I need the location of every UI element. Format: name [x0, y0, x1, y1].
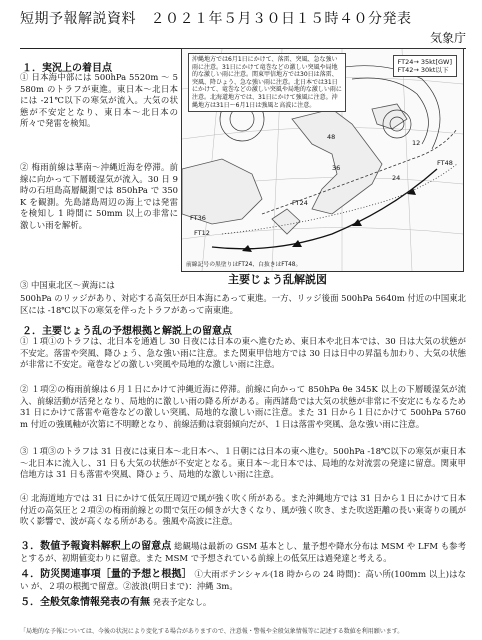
section-4: [20, 569, 466, 592]
map-label-ft36: FT36: [190, 214, 206, 222]
section-5-text: 発表予定なし。: [152, 597, 212, 607]
section-2-item-2: ② １項②の梅雨前線は６月１日にかけて沖縄近海に停滞。前線に向かって 850hPa θe 345K 以上の下層暖湿気が流入、前線活動が活発となり、局地的に激しい雨の降る所がある。南西諸島では大気の状態が非常に不安定にもなるため 31 日にかけて落雷や竜巻などの激しい突風、局地的な激しい雨に注意。また 31 日から１日にかけて 500hPa 5760m 付近の強風軸が次第に不明瞭となり、前線活動は衰弱傾向だが、１日は落雷や突風、急な強い雨に注意。: [20, 384, 466, 429]
map-label-48: 48: [327, 133, 336, 141]
map-label-ft24: FT24: [292, 199, 308, 207]
section-1-item-2: ② 梅雨前線は華南～沖縄近海を停滞。前線に向かって下層暖湿気が流入。30 日 9 時の石垣島高層観測では 850hPa で 350K を観測。先島諸島周辺の海上では発雷を検知し 1 時間に 50mm 以上の非常に激しい雨を解析。: [20, 162, 178, 230]
section-2-item-4: ④ 北海道地方では 31 日にかけて低気圧周辺で風が強く吹く所がある。また沖縄地方では 31 日から１日にかけて日本付近の高気圧と２項②の梅雨前線との間で気圧の傾きが大きくなり、風が強く吹き、また吹送距離の長い東寄りの風が吹く影響で、波が高くなる所がある。強風や高波に注意。: [20, 493, 466, 527]
map-warning-note: 沖縄地方では6月1日にかけて、落雷、突風、急な強い雨に注意。31日にかけて竜巻などの激しい突風や局地的な激しい雨に注意。関東甲信地方では30日は落雷、突風、降ひょう、急な強い雨に注意。北日本では31日にかけて、竜巻などの激しい突風や局地的な激しい雨に注意。北海道地方では、31日にかけて強風に注意。沖縄地方は31日～6月1日は強風と高波に注意。: [188, 53, 346, 112]
map-label-24: 24: [392, 174, 401, 182]
map-label-ft48: FT48: [437, 159, 453, 167]
weather-map: [181, 48, 464, 272]
document-header: [20, 6, 466, 49]
map-wind-legend: [393, 55, 458, 77]
map-label-12: 12: [412, 139, 421, 147]
section-5: [20, 597, 466, 609]
section-1-item-3a: ③ 中国東北区～黄海には: [20, 280, 115, 290]
section-1-item-1: ① 日本海中部には 500hPa 5520m ～ 5580m のトラフが東進。東日本～北日本には -21℃以下の寒気が流入。大気の状態が不安定となり、東日本～北日本の所々で発雷を検知。: [20, 72, 178, 129]
section-2-heading: ２．主要じょう乱の予想根拠と解説上の留意点: [22, 326, 232, 337]
map-label-36: 36: [332, 164, 341, 172]
section-1-item-3b: 500hPa のリッジがあり、対応する高気圧が日本海にあって東進。一方、リッジ後面 500hPa 5640m 付近の中国東北区には -18℃以下の寒気を伴ったトラフがあって南東進。: [20, 293, 466, 315]
section-4-heading: ４．防災関連事項［量的予想と根拠］: [20, 569, 192, 580]
section-4-text: ①大雨ポテンシャル(18 時からの 24 時間)：高い所(100mm 以上)はない が、２項の根拠で留意。②波浪(明日まで)：沖縄 3m。: [20, 569, 466, 591]
footer-note: 「局地的な予報については、今後の状況により変化する場合がありますので、注意報・警報や全般気象情報等に記述する数値を利用願います。: [20, 628, 404, 635]
issuing-agency: 気象庁: [429, 31, 466, 45]
section-5-heading: ５．全般気象情報発表の有無: [20, 597, 150, 608]
section-3: [20, 541, 466, 564]
document-title: 短期予報解説資料 ２０２１年５月３０日１５時４０分発表: [20, 11, 412, 27]
map-title: 主要じょう乱解説図: [228, 273, 327, 286]
section-3-text: 総観場は最新の GSM 基本とし、量予想や降水分布は MSM や LFM も参考とするが、初期値変わりに留意。また MSM で予想されている前線上の低気圧は過発達と考える。: [20, 541, 467, 563]
legend-entry: FT42→ 30kt以下: [397, 66, 449, 74]
section-2-item-3: ③ １項③のトラフは 31 日夜には東日本～北日本へ、１日朝には日本の東へ進む。500hPa -18℃以下の寒気が東日本～北日本に流入し、31 日も大気の状態が不安定となる。東日本～北日本では、局地的な対流雲の発達に留意。関東甲信地方は 31 日も落雷や突風、降ひょう、局地的な激しい雨に注意。: [20, 446, 466, 480]
map-caption: 前線記号の黒塗りはFT24、白抜きはFT48。: [186, 262, 302, 268]
legend-entry: FT24→ 35kt[GW]: [397, 58, 452, 66]
section-3-heading: ３．数値予報資料解釈上の留意点: [20, 541, 172, 552]
section-2-item-1: ① １項①のトラフは、北日本を通過し 30 日夜には日本の東へ進むため、東日本や北日本では、30 日は大気の状態が不安定。落雷や突風、降ひょう、急な強い雨に注意。また関東甲信地方では 30 日は日中の昇温も加わり、大気の状態が非常に不安定。竜巻などの激しい突風や局地的な激しい雨に注意。: [20, 336, 466, 370]
map-label-ft12: FT12: [194, 229, 210, 237]
section-1-heading: １．実況上の着目点: [22, 63, 112, 74]
